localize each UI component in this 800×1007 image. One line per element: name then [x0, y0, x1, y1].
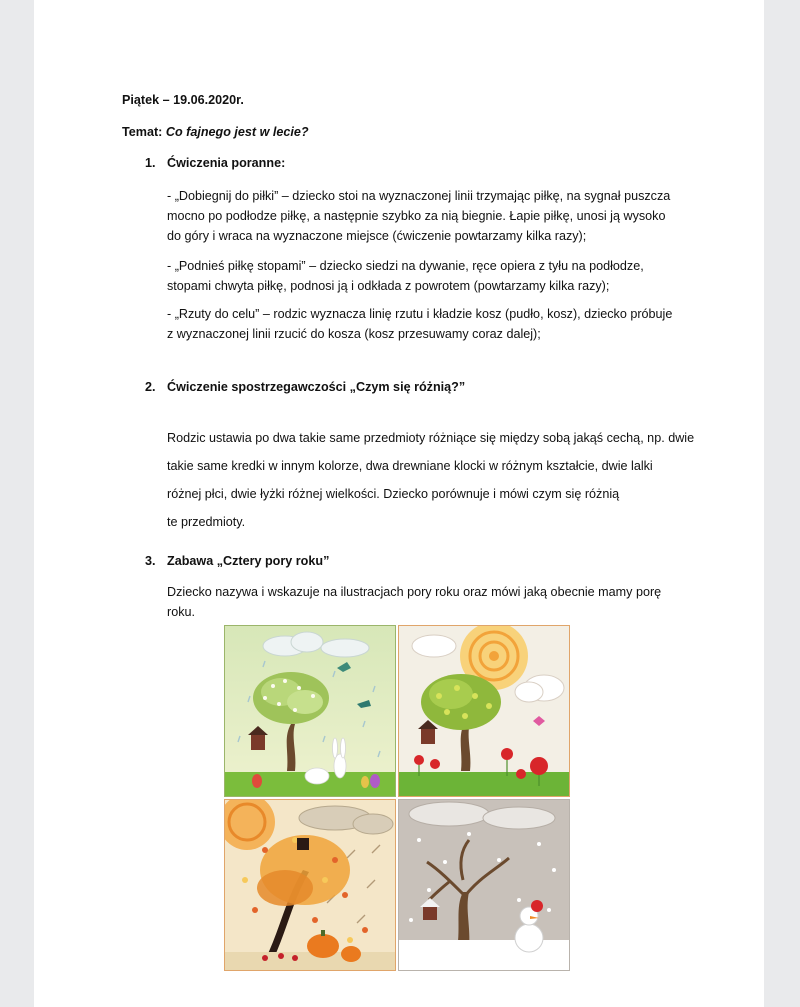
topic-text: Co fajnego jest w lecie?: [165, 125, 309, 139]
section3-paragraph: Dziecko nazywa i wskazuje na ilustracjach pory roku oraz mówi jaką obecnie mamy porę roku.: [167, 585, 662, 619]
spring-panel: [224, 625, 396, 797]
section2-number: 2.: [145, 380, 156, 394]
snow-ground-icon: [399, 940, 569, 970]
section2-title: Ćwiczenie spostrzegawczości „Czym się różnią?”: [167, 380, 466, 394]
exercise-item-1: - „Dobiegnij do piłki” – dziecko stoi na wyznaczonej linii trzymając piłkę, na sygnał puszcza mocno po podłodze piłkę, a następnie szybko za nią biegnie. Łapie piłkę, unosi ją wysoko do góry i wraca na wyznaczone miejsce (ćwiczenie powtarzamy kilka razy);: [167, 189, 671, 243]
exercise-item-3: - „Rzuty do celu” – rodzic wyznacza linię rzutu i kładzie kosz (pudło, kosz), dziecko próbuje z wyznaczonej linii rzucić do kosza (kosz przesuwamy coraz dalej);: [167, 307, 673, 341]
section1-number: 1.: [145, 156, 156, 170]
section3-number: 3.: [145, 554, 156, 568]
document-page: [34, 0, 764, 1007]
tree-crown-icon: [421, 674, 501, 730]
autumn-panel: [224, 799, 396, 971]
grass-icon: [399, 772, 569, 796]
section3-title: Zabawa „Cztery pory roku”: [167, 554, 330, 568]
birdhouse-icon: [251, 734, 265, 750]
topic-line: [122, 122, 309, 143]
birdhouse-icon: [421, 728, 435, 744]
summer-panel: [398, 625, 570, 797]
day-date-heading: Piątek – 19.06.2020r.: [122, 93, 244, 107]
topic-label: Temat:: [122, 125, 163, 139]
tree-crown-icon: [253, 672, 329, 724]
winter-panel: [398, 799, 570, 971]
birdhouse-icon: [423, 906, 437, 920]
section1-title: Ćwiczenia poranne:: [167, 156, 286, 170]
exercise-item-2: - „Podnieś piłkę stopami” – dziecko siedzi na dywanie, ręce opiera z tyłu na podłodze, stopami chwyta piłkę, podnosi ją i odkłada z powrotem (powtarzamy kilka razy);: [167, 259, 644, 293]
four-seasons-illustration: [224, 625, 572, 973]
birdhouse-icon: [297, 838, 309, 850]
section2-paragraph: Rodzic ustawia po dwa takie same przedmioty różniące się między sobą jakąś cechą, np. dwie takie same kredki w innym kolorze, dwa drewniane klocki w różnym kształcie, dwie lalki różnej płci, dwie łyżki różnej wielkości. Dziecko porównuje i mówi czym się różnią te przedmioty.: [167, 431, 695, 529]
